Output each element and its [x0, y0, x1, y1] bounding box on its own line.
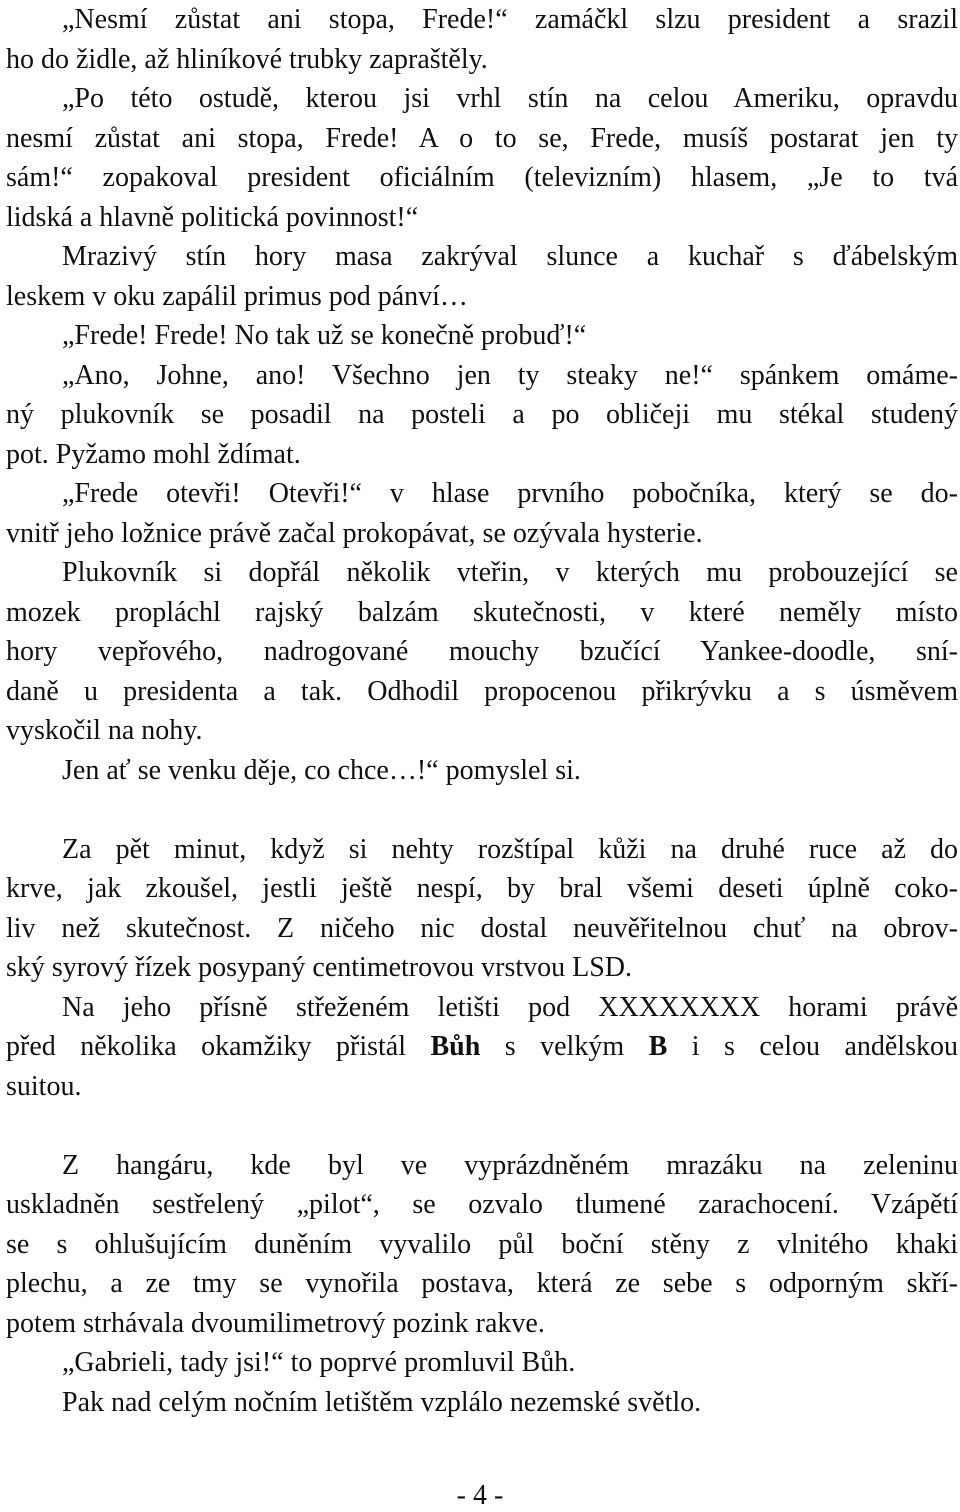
paragraph-gap: [6, 1106, 958, 1146]
text-line: leskem v oku zapálil primus pod pánví…: [6, 280, 468, 312]
text-line: vnitř jeho ložnice právě začal prokopávat, se ozývala hysterie.: [6, 517, 703, 549]
text-line: suitou.: [6, 1070, 82, 1102]
page-number: - 4 -: [456, 1480, 504, 1511]
text-line: ho do židle, až hliníkové trubky zapraštěly.: [6, 43, 488, 75]
text-line: ský syrový řízek posypaný centimetrovou vrstvou LSD.: [6, 952, 633, 983]
text-line: pot. Pyžamo mohl ždímat.: [6, 438, 301, 470]
text-line: „Po této ostudě, kterou jsi vrhl stín na celou Ameriku, opravdu: [62, 83, 958, 114]
text-line: nesmí zůstat ani stopa, Frede! A o to se, Frede, musíš postarat jen ty: [6, 122, 958, 154]
text-line: krve, jak zkoušel, jestli ještě nespí, by bral všemi deseti úplně coko-: [6, 873, 958, 904]
text-line: plechu, a ze tmy se vynořila postava, která ze sebe s odporným skří-: [6, 1268, 958, 1299]
text-line: „Frede otevři! Otevři!“ v hlase prvního pobočníka, který se do-: [62, 478, 958, 509]
text-line: mozek propláchl rajský balzám skutečnosti, v které neměly místo: [6, 596, 958, 628]
text-line: se s ohlušujícím duněním vyvalilo půl boční stěny z vlnitého khaki: [6, 1228, 958, 1260]
text-run: před několika okamžiky přistál: [6, 1031, 431, 1062]
text-line: Jen ať se venku děje, co chce…!“ pomyslel si.: [62, 754, 581, 786]
text-line: potem strhávala dvoumilimetrový pozink rakve.: [6, 1307, 545, 1339]
text-line: lidská a hlavně politická povinnost!“: [6, 201, 419, 233]
text-line: Pak nad celým nočním letištěm vzplálo nezemské světlo.: [62, 1386, 702, 1418]
text-line: vyskočil na nohy.: [6, 715, 203, 746]
text-line: „Ano, Johne, ano! Všechno jen ty steaky ne!“ spánkem omáme-: [62, 359, 958, 391]
text-line: „Frede! Frede! No tak už se konečně probuď!“: [62, 320, 587, 351]
bold-letter-b: B: [648, 1031, 668, 1062]
text-line: hory vepřového, nadrogované mouchy bzučící Yankee-doodle, sní-: [6, 636, 958, 667]
section-2: [6, 830, 958, 1028]
section-1: [6, 0, 958, 790]
section-4: [6, 1146, 958, 1423]
text-line: Z hangáru, kde byl ve vyprázdněném mrazáku na zeleninu: [62, 1149, 958, 1181]
text-line: Plukovník si dopřál několik vteřin, v kterých mu probouzející se: [62, 557, 958, 588]
text-line: ný plukovník se posadil na posteli a po obličeji mu stékal studený: [6, 399, 958, 430]
text-line: uskladněn sestřelený „pilot“, se ozvalo tlumené zarachocení. Vzápětí: [6, 1189, 958, 1220]
text-line: Na jeho přísně střeženém letišti pod XXXXXXXX horami právě: [62, 991, 958, 1023]
text-line: Za pět minut, když si nehty rozštípal kůži na druhé ruce až do: [62, 833, 958, 865]
text-line-bold: [6, 1027, 958, 1067]
bold-word-buh: Bůh: [430, 1031, 481, 1062]
text-run: i s celou andělskou: [667, 1031, 958, 1062]
body-text: [6, 0, 958, 1422]
text-line: Mrazivý stín hory masa zakrýval slunce a kuchař s ďábelským: [62, 241, 958, 272]
text-line: sám!“ zopakoval president oficiálním (televizním) hlasem, „Je to tvá: [6, 162, 958, 193]
text-line: liv než skutečnost. Z ničeho nic dostal neuvěřitelnou chuť na obrov-: [6, 912, 958, 944]
text-line: „Nesmí zůstat ani stopa, Frede!“ zamáčkl slzu president a srazil: [62, 4, 958, 35]
paragraph-gap: [6, 790, 958, 830]
section-3: [6, 1067, 958, 1107]
text-line: „Gabrieli, tady jsi!“ to poprvé promluvil Bůh.: [62, 1347, 576, 1378]
text-run: s velkým: [480, 1031, 649, 1062]
text-line: daně u presidenta a tak. Odhodil propocenou přikrývku a s úsměvem: [6, 675, 958, 707]
